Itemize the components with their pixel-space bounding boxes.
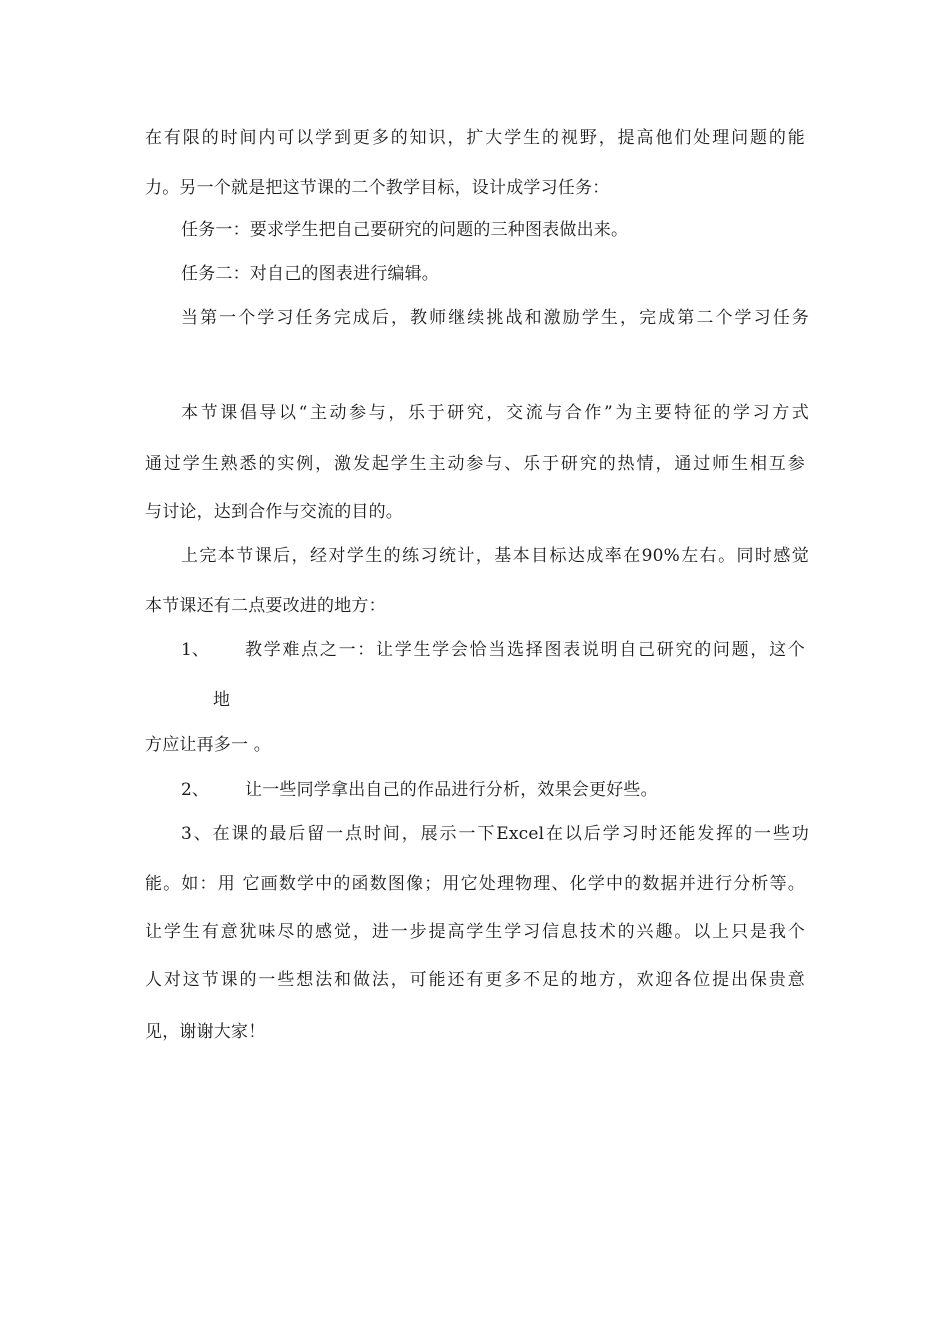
paragraph-line: 让学生有意犹味尽的感觉，进一步提高学生学习信息技术的兴趣。以上只是我个 [145,922,805,942]
list-marker: 2、 [181,780,209,800]
paragraph-line: 通过学生熟悉的实例，激发起学生主动参与、乐于研究的热情，通过师生相互参 [145,454,805,474]
task-one-line: 任务一：要求学生把自己要研究的问题的三种图表做出来。 [181,220,629,240]
paragraph-line: 本节课还有二点要改进的地方： [145,596,386,616]
paragraph-line: 3、在课的最后留一点时间，展示一下Excel在以后学习时还能发挥的一些功 [181,824,809,844]
paragraph-line: 上完本节课后，经对学生的练习统计，基本目标达成率在90%左右。同时感觉 [181,546,809,566]
list-item-text: 方应让再多一 。 [145,735,272,755]
list-marker: 1、 [181,640,209,660]
list-item-text: 教学难点之一：让学生学会恰当选择图表说明自己研究的问题，这个 [245,640,805,660]
paragraph-line: 本节课倡导以“主动参与，乐于研究，交流与合作”为主要特征的学习方式 [181,403,809,423]
list-item-text: 地 [213,690,231,710]
paragraph-line: 能。如：用 它画数学中的函数图像；用它处理物理、化学中的数据并进行分析等。 [145,874,805,894]
paragraph-line: 力。另一个就是把这节课的二个教学目标，设计成学习任务： [145,178,610,198]
paragraph-line: 当第一个学习任务完成后，教师继续挑战和激励学生，完成第二个学习任务 [181,308,809,328]
task-two-line: 任务二：对自己的图表进行编辑。 [181,264,439,284]
paragraph-line: 在有限的时间内可以学到更多的知识，扩大学生的视野，提高他们处理问题的能 [145,128,805,148]
paragraph-line: 与讨论，达到合作与交流的目的。 [145,502,403,522]
paragraph-line: 见，谢谢大家！ [145,1022,266,1042]
paragraph-line: 人对这节课的一些想法和做法，可能还有更多不足的地方，欢迎各位提出保贵意 [145,970,805,990]
list-item-text: 让一些同学拿出自己的作品进行分析，效果会更好些。 [245,780,658,800]
